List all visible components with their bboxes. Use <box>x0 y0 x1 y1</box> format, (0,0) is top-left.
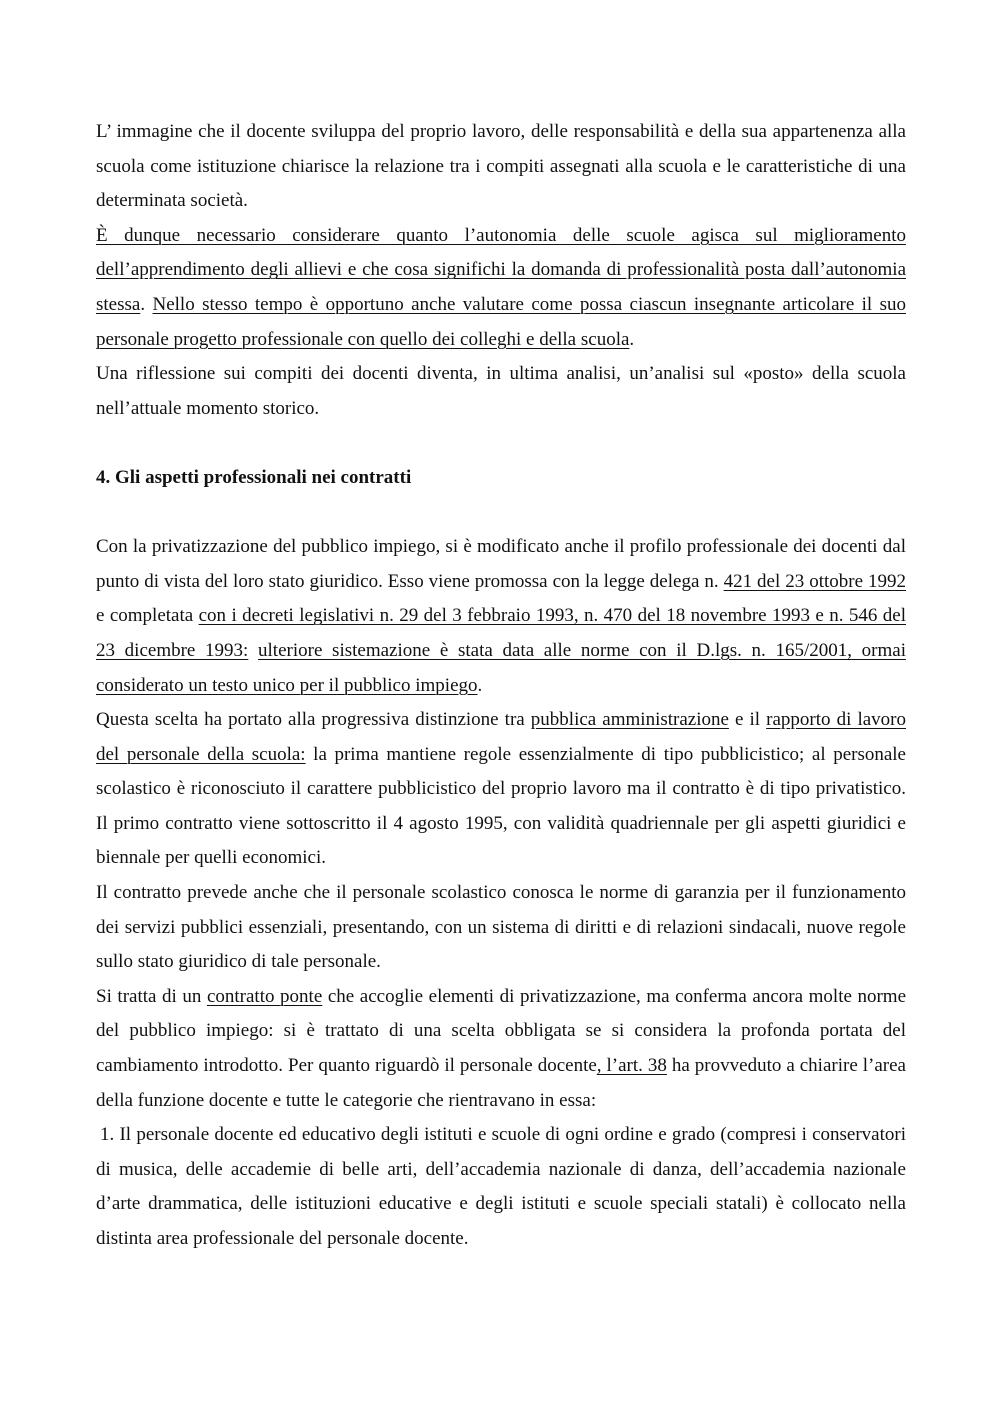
underlined-text: ulteriore sistemazione è stata data alle norme con il D.lgs. n. 165/2001, ormai considerato un testo unico per il pubblico impiego <box>96 639 906 696</box>
section-heading: 4. Gli aspetti professionali nei contratti <box>96 466 412 488</box>
paragraph-reflection: Una riflessione sui compiti dei docenti diventa, in ultima analisi, un’analisi sul «posto» della scuola nell’attuale momento storico. <box>96 363 906 419</box>
text-run: e completata <box>96 605 199 627</box>
text-run: che accoglie elementi di privatizzazione, ma conferma ancora molte norme del pubblico impiego: si è trattato di una scelta obbligata se si considera la profonda portata del cambiamento introdotto. Per quanto riguardò il personale docente <box>96 985 907 1077</box>
paragraph-school-autonomy <box>96 219 906 357</box>
list-item-1: 1. Il personale docente ed educativo degli istituti e scuole di ogni ordine e grado (compresi i conservatori di musica, delle accademie di belle arti, dell’accademia nazionale di danza, dell’accademia nazionale d’arte drammatica, delle istituzioni educative e degli istituti e scuole speciali statali) è collocato nella distinta area professionale del personale docente. <box>96 1124 906 1249</box>
document-page <box>96 115 906 1257</box>
text-run: Si tratta di un <box>96 985 207 1007</box>
underlined-text: È dunque necessario considerare quanto l’autonomia delle scuole agisca sul miglioramento dell’apprendimento degli allievi e che cosa significhi la domanda di professionalità posta dall’autonomia stessa <box>96 224 906 315</box>
text-run: e il <box>728 709 767 731</box>
underlined-text: 421 del 23 ottobre 1992 <box>723 570 906 592</box>
underlined-text: contratto ponte <box>206 985 323 1007</box>
text-run: ha provveduto a chiarire l’area della funzione docente e tutte le categorie che rientravano in essa: <box>96 1055 906 1111</box>
paragraph-contract-norms: Il contratto prevede anche che il personale scolastico conosca le norme di garanzia per il funzionamento dei servizi pubblici essenziali, presentando, con un sistema di diritti e di relazioni sindacali, nuove regole sullo stato giuridico di tale personale. <box>96 882 906 973</box>
underlined-text: , l’art. 38 <box>596 1055 667 1077</box>
paragraph-distinction <box>96 703 906 876</box>
text-run: la prima mantiene regole essenzialmente di tipo pubblicistico; al personale scolastico è riconosciuto il carattere pubblicistico del proprio lavoro ma il contratto è di tipo privatistico. Il primo contratto viene sottoscritto il 4 agosto 1995, con validità quadriennale per gli aspetti giuridici e biennale per quelli economici. <box>96 743 906 869</box>
underlined-text: Nello stesso tempo è opportuno anche valutare come possa ciascun insegnante articolare il suo personale progetto professionale con quello dei colleghi e della scuola <box>96 293 907 350</box>
underlined-text: rapporto di lavoro del personale della scuola: <box>96 709 906 765</box>
text-run: . <box>629 328 635 350</box>
text-run: . <box>140 293 153 315</box>
text-run <box>248 640 258 661</box>
paragraph-bridge-contract <box>96 980 906 1118</box>
text-run: Questa scelta ha portato alla progressiva distinzione tra <box>96 709 531 731</box>
text-run: . <box>477 674 483 696</box>
underlined-text: con i decreti legislativi n. 29 del 3 febbraio 1993, n. 470 del 18 novembre 1993 e n. 546 del 23 dicembre 1993: <box>96 605 907 661</box>
underlined-text: pubblica amministrazione <box>530 709 729 731</box>
paragraph-privatization <box>96 530 906 703</box>
text-run: Con la privatizzazione del pubblico impiego, si è modificato anche il profilo professionale dei docenti dal punto di vista del loro stato giuridico. Esso viene promossa con la legge delega n. <box>96 536 906 592</box>
paragraph-teacher-image: L’ immagine che il docente sviluppa del proprio lavoro, delle responsabilità e della sua appartenenza alla scuola come istituzione chiarisce la relazione tra i compiti assegnati alla scuola e le caratteristiche di una determinata società. <box>96 121 906 212</box>
